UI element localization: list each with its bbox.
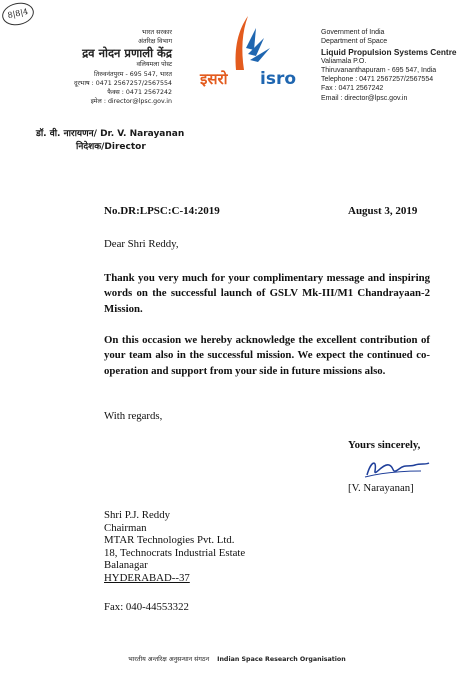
address-line: 18, Technocrats Industrial Estate [104,546,246,559]
address-line: Chairman [104,521,147,534]
hindi-header-line: तिरुवनंतपुरम - 695 547, भारत [93,70,172,78]
paragraph-2: On this occasion we hereby acknowledge the excellent contribution of your team also in the successful mission. We expect the continued co-operation and support from your side in future missions also. [104,334,430,377]
letter-date: August 3, 2019 [348,205,418,217]
english-header-line: Thiruvananthapuram - 695 547, India [321,66,437,74]
english-header-line: Email : director@lpsc.gov.in [321,94,408,102]
hindi-header-line: दूरभाष : 0471 2567257/2567554 [74,79,172,87]
hindi-header-line: भारत सरकार [141,29,172,36]
inward-stamp: 8|8|4 [0,0,36,28]
footer-english: Indian Space Research Organisation [217,656,346,663]
closing-line: Yours sincerely, [348,439,421,451]
footer-hindi: भारतीय अन्तरिक्ष अनुसन्धान संगठन [128,656,210,663]
paragraph-1: Thank you very much for your complimentary message and inspiring words on the successful launch of GSLV Mk-III/M1 Chandrayaan-2 Mission. [104,272,430,315]
hindi-centre-name: द्रव नोदन प्रणाली केंद्र [82,46,172,61]
logo-blue-wing [246,28,256,50]
logo-latin-text: isro [260,69,297,89]
english-header-line: Government of India [321,29,385,36]
english-header-line: Department of Space [321,38,388,46]
address-line: MTAR Technologies Pvt. Ltd. [104,534,235,547]
english-header-line: Valiamala P.O. [321,57,367,65]
recipient-address [104,509,245,585]
isro-logo [198,10,318,90]
sender-name: डॉ. वी. नारायणन/ Dr. V. Narayanan [36,129,185,139]
header-hindi [74,28,172,106]
logo-hindi-text: इसरो [200,70,228,88]
recipient-fax: Fax: 040-44553322 [104,601,189,613]
hindi-header-line: वलियमला पोस्ट [136,61,172,69]
sender-designation: निदेशक/Director [76,142,146,152]
hindi-header-line: इमेल : director@lpsc.gov.in [90,98,172,106]
address-line: Balanagar [104,559,148,572]
address-line: Shri P.J. Reddy [104,509,170,521]
letterhead-footer [0,654,474,663]
logo-orange-swoosh [236,16,249,70]
regards-line: With regards, [104,410,163,422]
english-centre-name: Liquid Propulsion Systems Centre [321,46,457,57]
handwritten-signature [361,453,433,483]
reference-number: No.DR:LPSC:C-14:2019 [104,205,220,217]
salutation: Dear Shri Reddy, [104,238,179,250]
header-english [321,28,457,103]
address-city: HYDERABAD--37 [104,571,190,584]
hindi-header-line: अंतरिक्ष विभाग [138,38,172,46]
hindi-header-line: फैक्स : 0471 2567242 [107,89,172,97]
english-header-line: Fax : 0471 2567242 [321,85,384,93]
english-header-line: Telephone : 0471 2567257/2567554 [321,76,434,84]
signatory-name: [V. Narayanan] [348,482,414,494]
